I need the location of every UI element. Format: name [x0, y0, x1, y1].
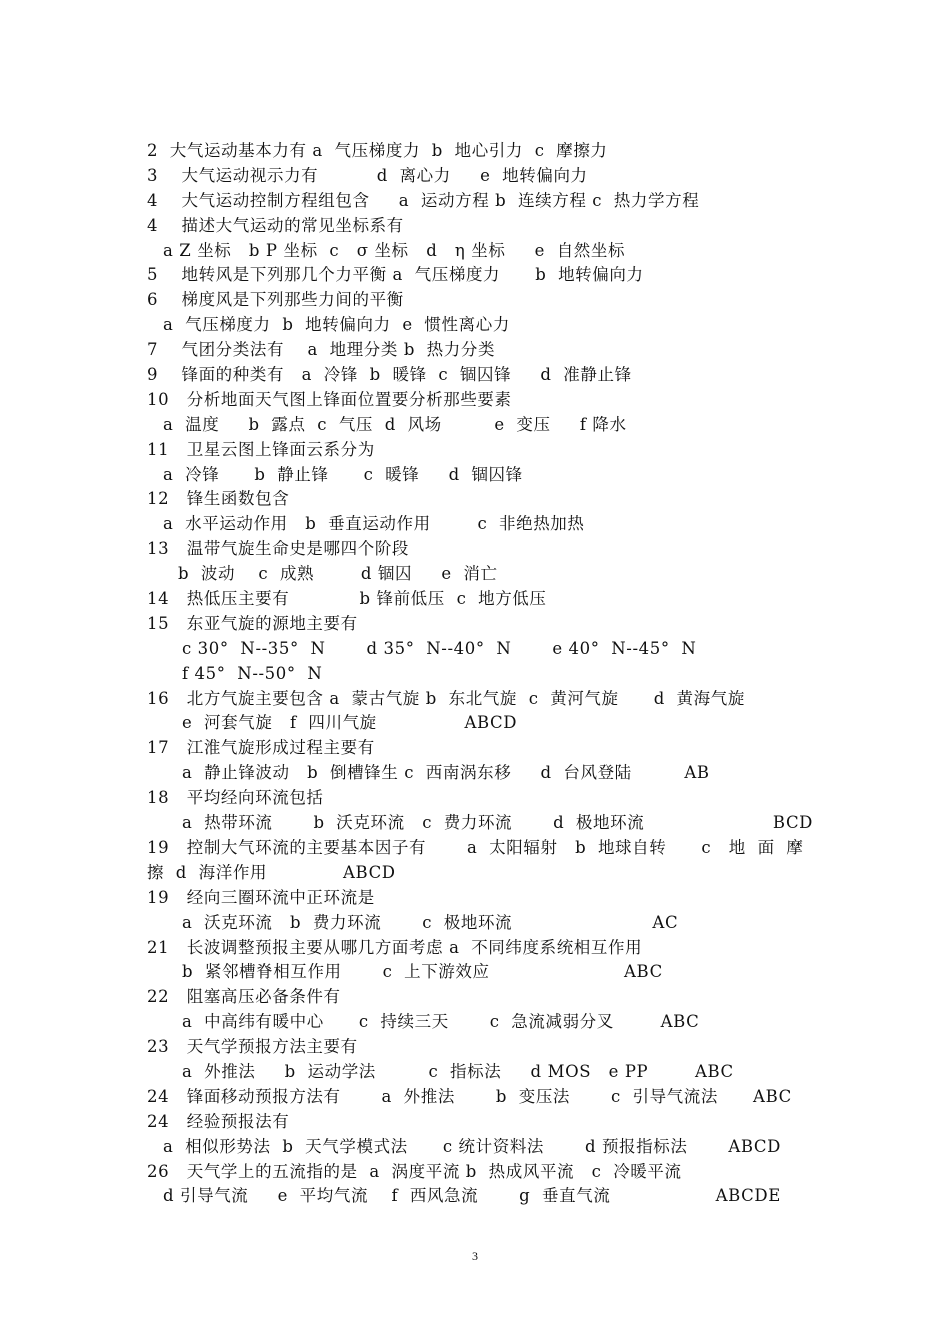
- text-line: e 河套气旋 f 四川气旋 ABCD: [182, 713, 518, 733]
- text-line: 2 大气运动基本力有 a 气压梯度力 b 地心引力 c 摩擦力: [147, 141, 608, 160]
- text-line: 11 卫星云图上锋面云系分为: [147, 439, 375, 459]
- text-line: 9 锋面的种类有 a 冷锋 b 暖锋 c 锢囚锋 d 准静止锋: [147, 365, 632, 385]
- text-line: 16 北方气旋主要包含 a 蒙古气旋 b 东北气旋 c 黄河气旋 d 黄海气旋: [147, 688, 745, 708]
- text-line: 15 东亚气旋的源地主要有: [147, 613, 358, 633]
- text-line: 14 热低压主要有 b 锋前低压 c 地方低压: [147, 589, 547, 609]
- text-line: a 沃克环流 b 费力环流 c 极地环流 AC: [182, 912, 679, 932]
- text-line: a 气压梯度力 b 地转偏向力 e 惯性离心力: [163, 315, 510, 335]
- text-line: 7 气团分类法有 a 地理分类 b 热力分类: [147, 340, 496, 360]
- text-line: f 45° N--50° N: [182, 663, 323, 683]
- text-line: 4 大气运动控制方程组包含 a 运动方程 b 连续方程 c 热力学方程: [147, 190, 700, 210]
- text-line: 19 经向三圈环流中正环流是: [147, 887, 375, 907]
- text-line: a 中高纬有暖中心 c 持续三天 c 急流减弱分叉 ABC: [182, 1012, 700, 1032]
- page-number: 3: [472, 1249, 478, 1263]
- text-line: 24 锋面移动预报方法有 a 外推法 b 变压法 c 引导气流法 ABC: [147, 1086, 792, 1106]
- text-line: a 温度 b 露点 c 气压 d 风场 e 变压 f 降水: [163, 414, 627, 434]
- text-line: 10 分析地面天气图上锋面位置要分析那些要素: [147, 389, 512, 409]
- question-list: [0, 139, 950, 1209]
- text-line: 18 平均经向环流包括: [147, 788, 324, 808]
- text-line: 22 阻塞高压必备条件有: [147, 987, 341, 1007]
- text-line: a Z 坐标 b P 坐标 c σ 坐标 d η 坐标 e 自然坐标: [163, 240, 626, 260]
- text-line: 23 天气学预报方法主要有: [147, 1037, 358, 1057]
- text-line: a 水平运动作用 b 垂直运动作用 c 非绝热加热: [163, 514, 585, 534]
- text-line: a 静止锋波动 b 倒槽锋生 c 西南涡东移 d 台风登陆 AB: [182, 763, 710, 783]
- text-line: a 相似形势法 b 天气学模式法 c 统计资料法 d 预报指标法 ABCD: [163, 1136, 781, 1156]
- text-line: b 紧邻槽脊相互作用 c 上下游效应 ABC: [182, 962, 663, 982]
- text-line: 4 描述大气运动的常见坐标系有: [147, 215, 404, 235]
- text-line: a 冷锋 b 静止锋 c 暖锋 d 锢囚锋: [163, 464, 523, 484]
- text-line: a 外推法 b 运动学法 c 指标法 d MOS e PP ABC: [182, 1061, 734, 1081]
- text-line: d 引导气流 e 平均气流 f 西风急流 g 垂直气流 ABCDE: [163, 1186, 781, 1206]
- text-line: 21 长波调整预报主要从哪几方面考虑 a 不同纬度系统相互作用: [147, 937, 643, 957]
- text-line: 5 地转风是下列那几个力平衡 a 气压梯度力 b 地转偏向力: [147, 265, 644, 285]
- text-line: c 30° N--35° N d 35° N--40° N e 40° N--45° N: [182, 638, 697, 658]
- text-line: 6 梯度风是下列那些力间的平衡: [147, 290, 404, 310]
- text-line: 24 经验预报法有: [147, 1111, 290, 1131]
- text-line: 擦 d 海洋作用 ABCD: [147, 862, 396, 882]
- text-line: 19 控制大气环流的主要基本因子有 a 太阳辐射 b 地球自转 c 地 面 摩: [147, 837, 804, 857]
- text-line: 3 大气运动视示力有 d 离心力 e 地转偏向力: [147, 165, 588, 185]
- text-line: 13 温带气旋生命史是哪四个阶段: [147, 539, 410, 559]
- text-line: 17 江淮气旋形成过程主要有: [147, 738, 375, 758]
- text-line: 26 天气学上的五流指的是 a 涡度平流 b 热成风平流 c 冷暖平流: [147, 1161, 682, 1181]
- text-line: b 波动 c 成熟 d 锢囚 e 消亡: [178, 564, 498, 584]
- text-line: a 热带环流 b 沃克环流 c 费力环流 d 极地环流 BCD: [182, 813, 813, 833]
- text-line: 12 锋生函数包含: [147, 489, 290, 509]
